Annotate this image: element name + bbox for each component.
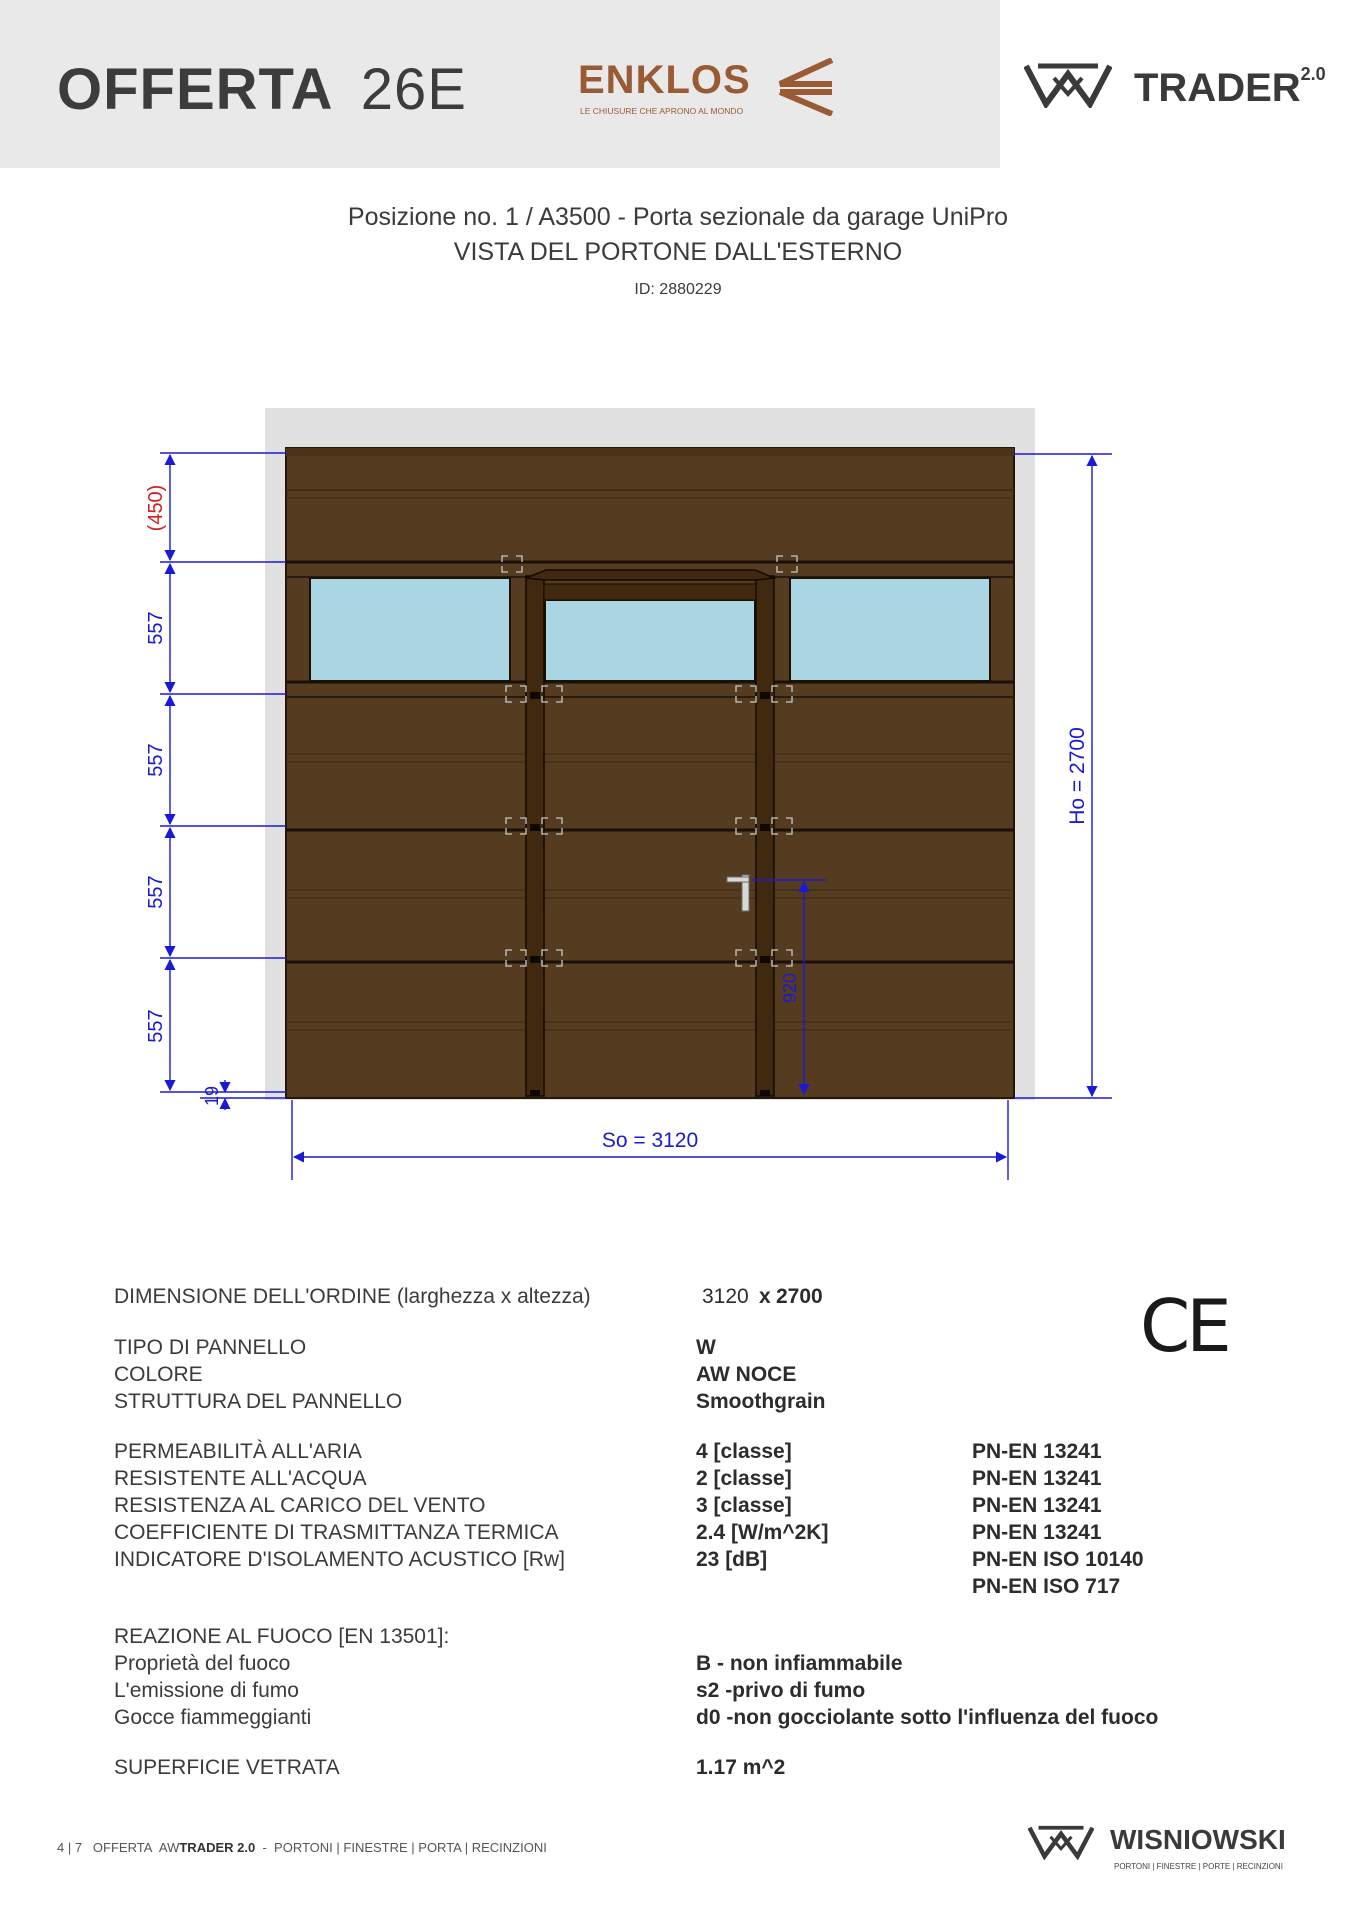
trader-w-icon — [1024, 62, 1112, 108]
offer-title — [57, 56, 467, 123]
ce-mark: CE — [1140, 1284, 1228, 1368]
spec-label: SUPERFICIE VETRATA — [114, 1756, 340, 1779]
width-dimension-label: So = 3120 — [601, 1129, 699, 1152]
enklos-logo — [578, 58, 858, 122]
door-leaf — [286, 448, 1014, 1098]
spec-standard: PN-EN ISO 717 — [972, 1575, 1121, 1598]
spec-label: PERMEABILITÀ ALL'ARIA — [114, 1440, 362, 1463]
spec-standard: PN-EN 13241 — [972, 1440, 1102, 1463]
offer-title-bold: OFFERTA — [57, 57, 334, 122]
spec-standard: PN-EN ISO 10140 — [972, 1548, 1144, 1571]
dim-557-label: 557 — [145, 875, 167, 909]
trader-logo-name: $TRADER^{2.0}$ — [1134, 64, 1326, 110]
spec-label: TIPO DI PANNELLO — [114, 1336, 307, 1359]
enklos-logo-name: ENKLOS — [578, 58, 751, 102]
height-dimension-label: Ho = 2700 — [1066, 727, 1089, 825]
spec-value: Smoothgrain — [696, 1390, 826, 1413]
spec-value: 4 [classe] — [696, 1440, 792, 1463]
dim-557-label: 557 — [145, 1009, 167, 1043]
wisniowski-logo-name: WISNIOWSKI — [1110, 1824, 1286, 1855]
spec-label: COLORE — [114, 1363, 203, 1386]
wisniowski-logo-tagline: PORTONI | FINESTRE | PORTE | RECINZIONI — [1114, 1862, 1283, 1871]
spec-value: 1.17 m^2 — [696, 1756, 786, 1779]
spec-value: B - non infiammabile — [696, 1652, 903, 1675]
garage-door-drawing — [0, 380, 1356, 1200]
spec-label: RESISTENZA AL CARICO DEL VENTO — [114, 1494, 486, 1517]
spec-value: s2 -privo di fumo — [696, 1679, 866, 1702]
spec-label: Gocce fiammeggianti — [114, 1706, 312, 1729]
trader-version: 2.0 — [1300, 64, 1326, 84]
enklos-logo-tagline: LE CHIUSURE CHE APRONO AL MONDO — [580, 106, 744, 116]
footer-aw: AW — [158, 1840, 180, 1855]
spec-value: AW NOCE — [696, 1363, 797, 1386]
spec-label: INDICATORE D'ISOLAMENTO ACUSTICO [Rw] — [114, 1548, 565, 1571]
spec-label: COEFFICIENTE DI TRASMITTANZA TERMICA — [114, 1521, 559, 1544]
spec-value: W — [696, 1336, 716, 1359]
wisniowski-logo — [1028, 1820, 1318, 1878]
footer-text — [57, 1840, 547, 1855]
spec-value: 2.4 [W/m^2K] — [696, 1521, 829, 1544]
spec-value: d0 -non gocciolante sotto l'influenza del fuoco — [696, 1706, 1159, 1729]
spec-value: 2 [classe] — [696, 1467, 792, 1490]
document-id: ID: 2880229 — [634, 281, 722, 298]
spec-label: DIMENSIONE DELL'ORDINE (larghezza x altezza) — [114, 1285, 591, 1308]
spec-standard: PN-EN 13241 — [972, 1521, 1102, 1544]
spec-label: L'emissione di fumo — [114, 1679, 299, 1702]
dim-19-label: 19 — [202, 1085, 222, 1107]
spec-order-height: 2700 — [776, 1285, 823, 1308]
footer-page: 4 | 7 — [57, 1840, 83, 1855]
position-title: Posizione no. 1 / A3500 - Porta sezionale da garage UniPro — [347, 203, 1009, 231]
spec-label: REAZIONE AL FUOCO [EN 13501]: — [114, 1625, 450, 1648]
dim-920-label: 920 — [780, 972, 800, 1004]
footer-separator: - — [262, 1840, 267, 1855]
footer-categories: PORTONI | FINESTRE | PORTA | RECINZIONI — [274, 1840, 547, 1855]
view-title: VISTA DEL PORTONE DALL'ESTERNO — [453, 238, 903, 266]
trader-logo — [1022, 60, 1342, 112]
spec-label: Proprietà del fuoco — [114, 1652, 291, 1675]
spec-value: 23 [dB] — [696, 1548, 768, 1571]
enklos-mark-icon — [774, 58, 836, 116]
spec-order-width: 3120 — [702, 1285, 749, 1308]
dim-557-label: 557 — [145, 611, 167, 645]
spec-order-x: x — [759, 1285, 771, 1308]
wisniowski-w-icon — [1028, 1824, 1094, 1860]
dim-557-label: 557 — [145, 743, 167, 777]
spec-label: STRUTTURA DEL PANNELLO — [114, 1390, 403, 1413]
footer-offer: OFFERTA — [92, 1840, 153, 1855]
footer-trader: TRADER 2.0 — [179, 1840, 256, 1855]
dim-450-label: (450) — [145, 484, 167, 532]
spec-standard: PN-EN 13241 — [972, 1494, 1102, 1517]
spec-label: RESISTENTE ALL'ACQUA — [114, 1467, 367, 1490]
spec-standard: PN-EN 13241 — [972, 1467, 1102, 1490]
offer-number: 26E — [360, 57, 467, 122]
spec-value: 3 [classe] — [696, 1494, 792, 1517]
